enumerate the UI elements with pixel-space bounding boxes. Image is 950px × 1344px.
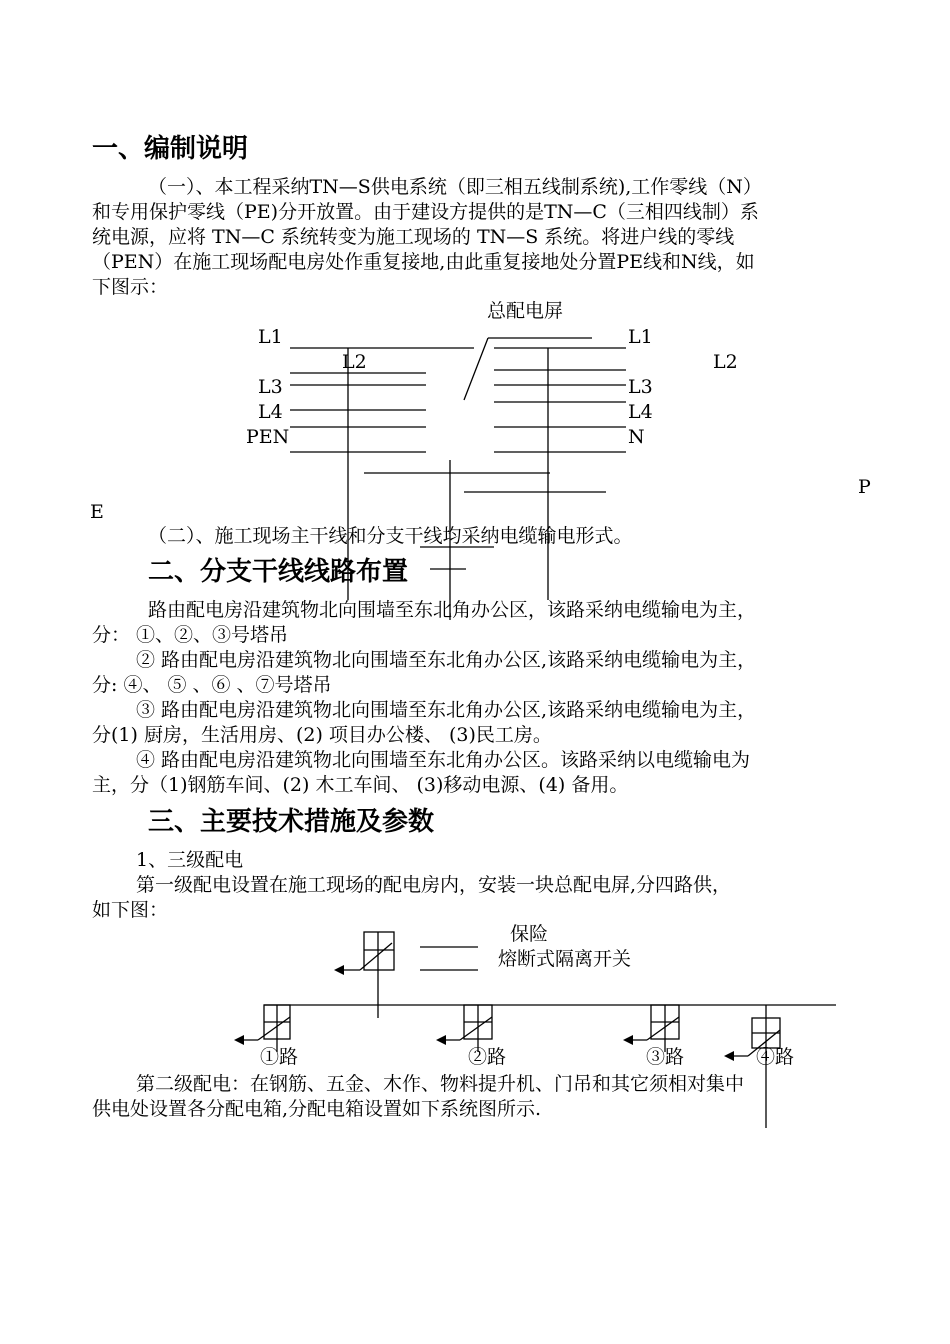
- section1-para1-line1: （一）、本工程采纳TN—S供电系统（即三相五线制系统),工作零线（N）: [148, 176, 762, 198]
- section3-heading: 三、主要技术措施及参数: [148, 807, 435, 837]
- branch-label-2: ②路: [468, 1046, 507, 1068]
- left-label-l3: L3: [258, 376, 283, 398]
- section2-line7: ④ 路由配电房沿建筑物北向围墙至东北角办公区。该路采纳以电缆输电为: [136, 749, 751, 771]
- section2-line4: 分: ④、 ⑤ 、⑥ 、⑦号塔吊: [92, 674, 332, 696]
- right-label-l2: L2: [713, 351, 738, 373]
- section2-line8: 主，分（1)钢筋车间、(2) 木工车间、 (3)移动电源、(4) 备用。: [92, 774, 629, 796]
- left-label-l2: L2: [342, 351, 367, 373]
- right-label-n: N: [628, 426, 645, 448]
- section1-para1-line4: （PEN）在施工现场配电房处作重复接地,由此重复接地处分置PE线和N线，如: [92, 251, 755, 273]
- section2-line6: 分(1) 厨房，生活用房、(2) 项目办公楼、 (3)民工房。: [92, 724, 552, 746]
- main-switchboard-title: 总配电屏: [487, 300, 564, 322]
- section1-para2: （二）、施工现场主干线和分支干线均采纳电缆输电形式。: [148, 525, 633, 547]
- left-label-l4: L4: [258, 401, 283, 423]
- section2-line5: ③ 路由配电房沿建筑物北向围墙至东北角办公区,该路采纳电缆输电为主，: [136, 699, 757, 721]
- branch-label-4: ④路: [756, 1046, 795, 1068]
- pe-label-e: E: [90, 501, 104, 523]
- branch-label-1: ①路: [260, 1046, 299, 1068]
- section2-line3: ② 路由配电房沿建筑物北向围墙至东北角办公区,该路采纳电缆输电为主，: [136, 649, 757, 671]
- section3-para2-line2: 供电处设置各分配电箱,分配电箱设置如下系统图所示.: [92, 1098, 542, 1120]
- section1-para1-line5: 下图示：: [92, 276, 169, 298]
- section3-sub1: 1、三级配电: [136, 849, 244, 871]
- branch-label-3: ③路: [646, 1046, 685, 1068]
- right-label-l1: L1: [628, 326, 653, 348]
- pe-label-p: P: [858, 476, 871, 498]
- tn-s-conversion-diagram: [290, 338, 626, 620]
- section3-para2-line1: 第二级配电：在钢筋、五金、木作、物料提升机、门吊和其它须相对集中: [136, 1073, 745, 1095]
- section2-line1: 路由配电房沿建筑物北向围墙至东北角办公区，该路采纳电缆输电为主，: [148, 599, 757, 621]
- section1-para1-line3: 统电源，应将 TN—C 系统转变为施工现场的 TN—S 系统。将进户线的零线: [92, 226, 735, 248]
- section3-para1-line1: 第一级配电设置在施工现场的配电房内，安装一块总配电屏,分四路供，: [136, 874, 732, 896]
- right-label-l4: L4: [628, 401, 653, 423]
- left-label-l1: L1: [258, 326, 283, 348]
- legend-fuse-label: 保险: [510, 923, 549, 945]
- section1-para1-line2: 和专用保护零线（PE)分开放置。由于建设方提供的是TN—C（三相四线制）系: [92, 201, 759, 223]
- four-way-distribution-diagram: [234, 932, 836, 1128]
- section2-heading: 二、分支干线线路布置: [148, 557, 409, 587]
- legend-switch-label: 熔断式隔离开关: [498, 948, 632, 970]
- section1-heading: 一、编制说明: [92, 134, 249, 164]
- right-label-l3: L3: [628, 376, 653, 398]
- section2-line2: 分： ①、②、③号塔吊: [92, 624, 289, 646]
- left-label-pen: PEN: [246, 426, 290, 448]
- section3-para1-line2: 如下图：: [92, 899, 169, 921]
